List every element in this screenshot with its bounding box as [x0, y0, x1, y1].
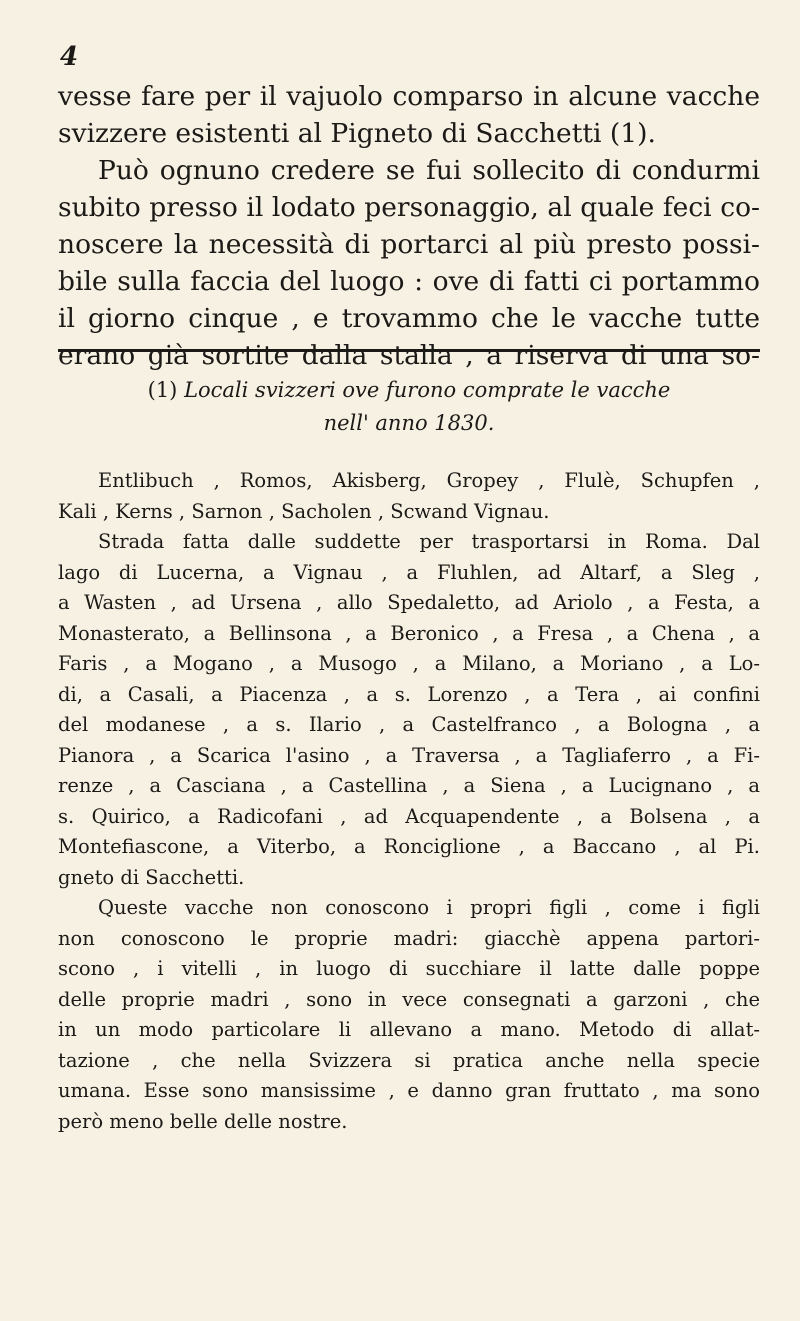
- footnote-line: gneto di Sacchetti.: [58, 865, 245, 889]
- main-text-line: il giorno cinque , e trovammo che le vacche tutte: [58, 303, 760, 334]
- footnote-line: tazione , che nella Svizzera si pratica anche nella specie: [58, 1048, 760, 1072]
- main-text-line: bile sulla faccia del luogo : ove di fatti ci portammo: [58, 266, 760, 297]
- footnote-line: Strada fatta dalle suddette per trasportarsi in Roma. Dal: [98, 530, 760, 553]
- footnote-line: Montefiascone, a Viterbo, a Ronciglione , a Baccano , al Pi.: [58, 835, 760, 858]
- main-text-line: erano già sortite dalla stalla , a riserva di una so-: [58, 340, 760, 371]
- footnote-heading: [58, 374, 760, 440]
- footnote-line: s. Quirico, a Radicofani , ad Acquapendente , a Bolsena , a: [58, 804, 760, 828]
- main-text-block: [58, 78, 760, 374]
- footnote-line: Queste vacche non conoscono i propri figli , come i figli: [98, 896, 760, 919]
- footnote-separator-rule: [58, 349, 760, 352]
- footnote-line: di, a Casali, a Piacenza , a s. Lorenzo , a Tera , ai confini: [58, 682, 760, 706]
- main-text-line: svizzere esistenti al Pigneto di Sacchetti (1).: [58, 118, 656, 149]
- footnote-line: renze , a Casciana , a Castellina , a Siena , a Lucignano , a: [58, 774, 760, 797]
- page-number: 4: [60, 42, 79, 72]
- footnote-line: Entlibuch , Romos, Akisberg, Gropey , Flulè, Schupfen ,: [98, 469, 760, 492]
- footnote-line: delle proprie madri , sono in vece consegnati a garzoni , che: [58, 987, 760, 1011]
- footnote-heading-line-1: Locali svizzeri ove furono comprate le vacche: [184, 378, 671, 402]
- footnote-line: Monasterato, a Bellinsona , a Beronico , a Fresa , a Chena , a: [58, 621, 760, 645]
- footnote-block: [58, 374, 760, 1137]
- footnote-line: del modanese , a s. Ilario , a Castelfranco , a Bologna , a: [58, 713, 760, 736]
- footnote-paragraph-customs: [58, 893, 760, 1137]
- footnote-paragraph-route: [58, 527, 760, 893]
- footnote-line: non conoscono le proprie madri: giacchè appena partori-: [58, 926, 760, 950]
- main-text-line: noscere la necessità di portarci al più presto possi-: [58, 229, 760, 260]
- main-text-line: vesse fare per il vajuolo comparso in alcune vacche: [58, 81, 760, 112]
- footnote-line: Kali , Kerns , Sarnon , Sacholen , Scwand Vignau.: [58, 499, 550, 523]
- main-text-line: subito presso il lodato personaggio, al quale feci co-: [58, 192, 760, 223]
- footnote-line: a Wasten , ad Ursena , allo Spedaletto, ad Ariolo , a Festa, a: [58, 591, 760, 614]
- footnote-line: Pianora , a Scarica l'asino , a Traversa , a Tagliaferro , a Fi-: [58, 743, 760, 767]
- footnote-marker: (1): [147, 378, 178, 402]
- main-text-line: Può ognuno credere se fui sollecito di condurmi: [98, 155, 760, 186]
- footnote-line: però meno belle delle nostre.: [58, 1109, 348, 1133]
- footnote-line: Faris , a Mogano , a Musogo , a Milano, a Moriano , a Lo-: [58, 652, 760, 675]
- footnote-line: umana. Esse sono mansissime , e danno gran fruttato , ma sono: [58, 1079, 760, 1102]
- footnote-paragraph-localities: [58, 466, 760, 527]
- footnote-heading-line-2: nell' anno 1830.: [323, 411, 495, 435]
- footnote-line: scono , i vitelli , in luogo di succhiare il latte dalle poppe: [58, 957, 760, 980]
- footnote-line: in un modo particolare li allevano a mano. Metodo di allat-: [58, 1018, 760, 1041]
- footnote-line: lago di Lucerna, a Vignau , a Fluhlen, ad Altarf, a Sleg ,: [58, 560, 760, 584]
